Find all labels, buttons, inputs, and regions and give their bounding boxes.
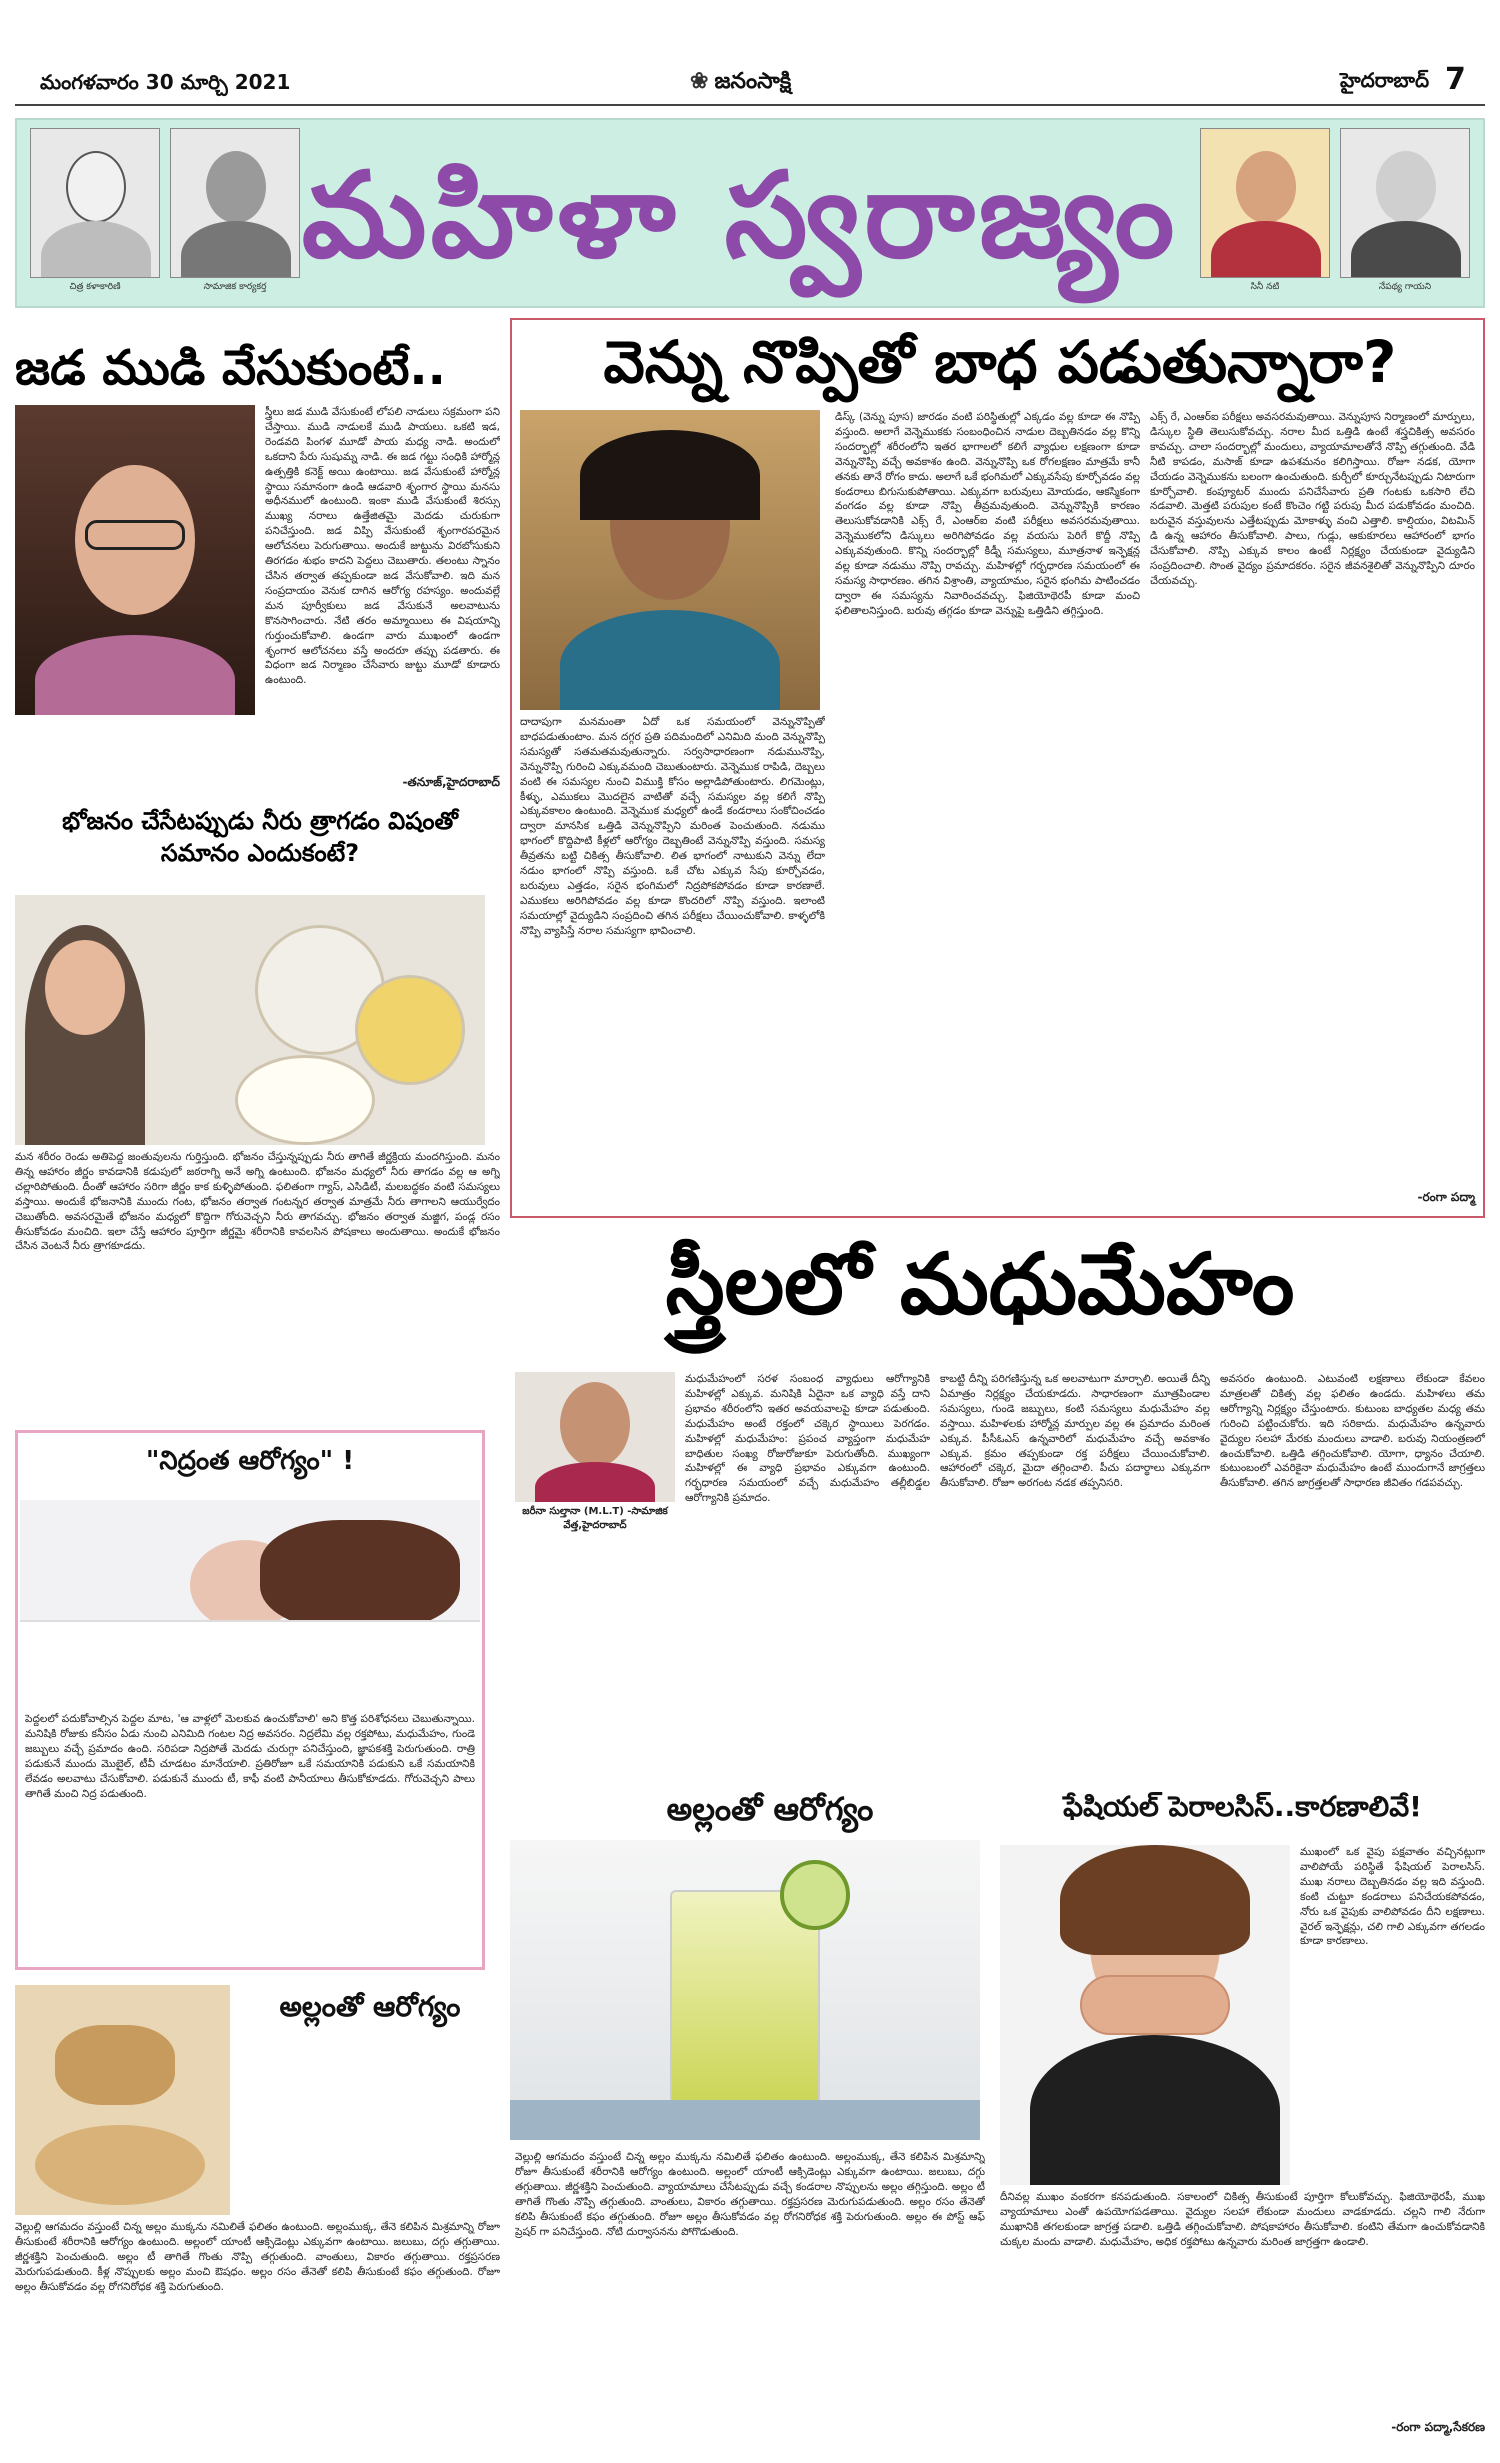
facial-article-body: దీనివల్ల ముఖం వంకరగా కనపడుతుంది. సకాలంలో చికిత్స తీసుకుంటే పూర్తిగా కోలుకోవచ్చు. ఫిజియోథెరపీ, ముఖ వ్యాయామాలు ఎంతో ఉపయోగపడతాయి. వైద్యుల సలహా లేకుండా మందులు వాడకూడదు. చల్లని గాలి నేరుగా ముఖానికి తగలకుండా జాగ్రత్త పడాలి. ఒత్తిడి తగ్గించుకోవాలి. పోషకాహారం తీసుకోవాలి. కంటిని తేమగా ఉంచుకోవడానికి చుక్కల మందు వాడాలి. మధుమేహం, అధిక రక్తపోటు ఉన్నవారు మరింత జాగ్రత్తగా ఉండాలి. <box>1000 2191 1485 2248</box>
hair-article-photo <box>15 405 255 715</box>
ginger-small-body <box>240 2035 500 2215</box>
page-number: 7 <box>1445 62 1466 97</box>
flower-icon: ❀ <box>690 68 709 94</box>
backpain-article-col1: దాదాపుగా మనమంతా ఏదో ఒక సమయంలో వెన్నునొప్పితో బాధపడుతుంటాం. మన దగ్గర ప్రతి పదిమందిలో ఎనిమిది మంది వెన్నునొప్పి సమస్యతో సతమతమవుతున్నారు. సర్వసాధారణంగా నడుమునొప్పి, వెన్నునొప్పి గురించి ఎక్కువమంది చెబుతుంటారు. వెన్నెముక రాపిడి, దెబ్బలు వంటి ఈ సమస్యల నుంచి విముక్తి కోసం అల్లాడిపోతుంటారు. లిగమెంట్లు, కీళ్ళు, ఎముకలు మొదలైన వాటితో వచ్చే సమస్యల వల్ల కలిగే నొప్పి ఎక్కువకాలం ఉంటుంది. వెన్నెముక మధ్యలో ఉండే కండరాలు సంకోచించడం ద్వారా మానసిక ఒత్తిడి వెన్నునొప్పిని మరింత పెంచుతుంది. నడుము భాగంలో కొద్దిపాటి కీళ్లలో ఆరోగ్యం దెబ్బతింటే వెన్నునొప్పి వస్తుంది. సమస్య తీవ్రతను బట్టి చికిత్స తీసుకోవాలి. లిత భాగంలో నాటుకుని వెన్ను లేదా నడుం భాగంలో నొప్పి వస్తుంది. ఒకే చోట ఎక్కువ సేపు కూర్చోవడం, బరువులు ఎత్తడం, సరైన భంగిమలో నిద్రపోకపోవడం కూడా కారణాలే. ఎముకలు అరిగిపోవడం వల్ల కూడా కొందరిలో నొప్పి వస్తుంది. ఇలాంటి సమయాల్లో వైద్యుడిని సంప్రదించి తగిన పరీక్షలు చేయించుకోవాలి. కాళ్ళలోకి నొప్పి వ్యాపిస్తే నరాల సమస్యగా భావించాలి. <box>520 716 825 937</box>
backpain-article-photo <box>520 410 820 710</box>
diabetes-article-col2: కాబట్టి దీన్ని పరిగణిస్తున్న ఒక అలవాటుగా మార్చాలి. అయితే దీన్ని ఏమాత్రం నిర్లక్ష్యం చేయకూడదు. సాధారణంగా మూత్రపిండాల సమస్యలు, గుండె జబ్బులు, కంటి సమస్యలు మధుమేహం వల్ల వస్తాయి. మహిళలకు హార్మోన్ల మార్పుల వల్ల ఈ ప్రమాదం మరింత ఎక్కువ. పీసీఓఎస్ ఉన్నవారిలో మధుమేహం వచ్చే అవకాశం ఎక్కువ. క్రమం తప్పకుండా రక్త పరీక్షలు చేయించుకోవాలి. ఆహారంలో చక్కెర, మైదా తగ్గించాలి. పీచు పదార్థాలు ఎక్కువగా తీసుకోవాలి. రోజూ అరగంట నడక తప్పనిసరి. <box>940 1373 1210 1490</box>
facial-article-signature: -రంగా పద్మా,సేకరణ <box>1391 2420 1485 2434</box>
facial-article-photo <box>1000 1845 1290 2185</box>
diabetes-author-photo <box>515 1372 675 1502</box>
city-name: హైదరాబాద్ <box>1340 68 1430 92</box>
hair-article-body-cont <box>15 716 500 768</box>
backpain-article-title: వెన్ను నొప్పితో బాధ పడుతున్నారా? <box>603 328 1397 396</box>
diabetes-article-col1b <box>515 1540 680 1780</box>
facial-article-title: ఫేషియల్ పెరాలసిస్..కారణాలివే! <box>1063 1790 1422 1823</box>
portrait-4 <box>1340 128 1470 278</box>
portrait-1 <box>30 128 160 278</box>
portrait-caption-1: చిత్ర కళాకారిణి <box>69 282 121 292</box>
backpain-article-col3: ఎక్స్ రే, ఎంఆర్ఐ పరీక్షలు అవసరమవుతాయి. వెన్నుపూస నిర్మాణంలో మార్పులు, డిస్కుల స్థితి తెలుసుకోవచ్చు. నరాల మీద ఒత్తిడి ఉంటే శస్త్రచికిత్స అవసరం కావచ్చు. చాలా సందర్భాల్లో మందులు, వ్యాయామాలతోనే నొప్పి తగ్గుతుంది. వేడి నీటి కాపడం, మసాజ్ కూడా ఉపశమనం కలిగిస్తాయి. రోజూ నడక, యోగా చేయడం వెన్నెముకను బలంగా ఉంచుతుంది. కుర్చీలో కూర్చునేటప్పుడు నిటారుగా కూర్చోవాలి. కంప్యూటర్ ముందు పనిచేసేవారు ప్రతి గంటకు ఒకసారి లేచి నడవాలి. మెత్తటి పరుపుల కంటే కొంచెం గట్టి పరుపు మీద పడుకోవడం మంచిది. బరువైన వస్తువులను ఎత్తేటప్పుడు మోకాళ్ళు వంచి ఎత్తాలి. కాల్షియం, విటమిన్ డి ఉన్న ఆహారం తీసుకోవాలి. పాలు, గుడ్లు, ఆకుకూరలు ఆహారంలో భాగం చేసుకోవాలి. నొప్పి ఎక్కువ కాలం ఉంటే నిర్లక్ష్యం చేయకుండా వైద్యుడిని సంప్రదించాలి. సొంత వైద్యం ప్రమాదకరం. సరైన జీవనశైలితో వెన్నునొప్పిని దూరం చేయవచ్చు. <box>1150 411 1475 587</box>
diabetes-author-caption: జరీనా సుల్తానా (M.L.T) -సామాజిక వేత్త,హైదరాబాద్ <box>522 1506 668 1531</box>
ginger-small-photo <box>15 1985 230 2215</box>
header-divider <box>15 104 1485 106</box>
issue-date: మంగళవారం 30 మార్చి 2021 <box>40 70 291 94</box>
newspaper-logo <box>690 68 791 99</box>
water-article-photo <box>15 895 485 1145</box>
diabetes-article-col3: అవసరం ఉంటుంది. ఎటువంటి లక్షణాలు లేకుండా కేవలం మాత్రలతో చికిత్స వల్ల ఫలితం ఉండదు. మహిళలు తమ ఆరోగ్యాన్ని నిర్లక్ష్యం చేస్తుంటారు. కుటుంబ బాధ్యతల మధ్య తమ గురించి పట్టించుకోరు. ఇది సరికాదు. మధుమేహం ఉన్నవారు వైద్యుల సలహా మేరకు మందులు వాడాలి. బరువు నియంత్రణలో ఉంచుకోవాలి. ఒత్తిడి తగ్గించుకోవాలి. యోగా, ధ్యానం చేయాలి. కుటుంబంలో ఎవరికైనా మధుమేహం ఉంటే ముందుగానే జాగ్రత్తలు తీసుకోవాలి. తగిన జాగ్రత్తలతో సాధారణ జీవితం గడపవచ్చు. <box>1220 1373 1485 1490</box>
portrait-caption-3: సినీ నటి <box>1250 282 1280 292</box>
ginger-main-body: వెల్లుల్లి ఆగమదం వస్తుంటే చిన్న అల్లం ముక్కను నమిలితే ఫలితం ఉంటుంది. అల్లంముక్క, తేనె కలిపిన మిశ్రమాన్ని రోజూ తీసుకుంటే శరీరానికి ఆరోగ్యం ఉంటుంది. అల్లంలో యాంటీ ఆక్సిడెంట్లు ఎక్కువగా ఉంటాయి. జలుబు, దగ్గు తగ్గుతాయి. జీర్ణశక్తిని పెంచుతుంది. వ్యాయామాలు చేసేటప్పుడు వచ్చే కండరాల నొప్పులను అల్లం తగ్గిస్తుంది. అల్లం టీ తాగితే గొంతు నొప్పి తగ్గుతుంది. వాంతులు, వికారం తగ్గుతాయి. రక్తప్రసరణ మెరుగుపడుతుంది. అల్లం రసం తేనెతో కలిపి తీసుకుంటే కఫం తగ్గుతుంది. రోజూ అల్లం తీసుకోవడం వల్ల రోగనిరోధక శక్తి పెరుగుతుంది. అల్లం ఈ పోస్ట్ ఆఫ్ ప్రెషర్ గా పనిచేస్తుంది. నోటి దుర్వాసనను పోగొడుతుంది. <box>515 2151 985 2238</box>
hair-article-signature: -తనూజ్,హైదరాబాద్ <box>402 775 500 789</box>
water-article-title: భోజనం చేసేటప్పుడు నీరు త్రాగడం విషంతో సమానం ఎందుకంటే? <box>62 807 458 868</box>
facial-article-side: ముఖంలో ఒక వైపు పక్షవాతం వచ్చినట్లుగా వాలిపోయే పరిస్థితే ఫేషియల్ పెరాలసిస్. ముఖ నరాలు దెబ్బతినడం వల్ల ఇది వస్తుంది. కంటి చుట్టూ కండరాలు పనిచేయకపోవడం, నోరు ఒక వైపుకు వాలిపోవడం దీని లక్షణాలు. వైరల్ ఇన్ఫెక్షన్లు, చలి గాలి ఎక్కువగా తగలడం కూడా కారణాలు. <box>1300 1846 1485 1948</box>
water-article-body: మన శరీరం రెండు అతిపెద్ద జంతువులను గుర్తిస్తుంది. భోజనం చేస్తున్నప్పుడు నీరు తాగితే జీర్ణక్రియ మందగిస్తుంది. మనం తిన్న ఆహారం జీర్ణం కావడానికి కడుపులో జఠరాగ్ని అనే అగ్ని ఉంటుంది. భోజనం మధ్యలో నీరు తాగడం వల్ల ఆ అగ్ని చల్లారిపోతుంది. దీంతో ఆహారం సరిగా జీర్ణం కాక కుళ్ళిపోతుంది. ఫలితంగా గ్యాస్, ఎసిడిటీ, మలబద్ధకం వంటి సమస్యలు వస్తాయి. అందుకే భోజనానికి ముందు గంట, భోజనం తర్వాత గంటన్నర తర్వాత మాత్రమే నీరు తాగాలని ఆయుర్వేదం చెబుతోంది. అవసరమైతే భోజనం మధ్యలో కొద్దిగా గోరువెచ్చని నీరు తాగవచ్చు. భోజనం తర్వాత మజ్జిగ, పండ్ల రసం తీసుకోవడం మంచిది. ఇలా చేస్తే ఆహారం పూర్తిగా జీర్ణమై శరీరానికి కావలసిన పోషకాలు అందుతాయి. అందుకే భోజనం చేసిన వెంటనే నీరు త్రాగకూడదు. <box>15 1151 500 1253</box>
backpain-article-signature: -రంగా పద్మా <box>1417 1190 1475 1204</box>
hair-article-title: జడ ముడి వేసుకుంటే.. <box>15 340 446 396</box>
logo-text: జనంసాక్షి <box>714 68 792 94</box>
sleep-article-body: పెద్దలలో పదుకోవాల్సిన పెద్దల మాట, 'ఆ వాళ్లలో మెలకువ ఉంచుకోవాలి' అని కొత్త పరిశోధనలు చెబుతున్నాయి. మనిషికి రోజుకు కనీసం ఏడు నుంచి ఎనిమిది గంటల నిద్ర అవసరం. నిద్రలేమి వల్ల రక్తపోటు, మధుమేహం, గుండె జబ్బులు వచ్చే ప్రమాదం ఉంది. సరిపడా నిద్రపోతే మెదడు చురుగ్గా పనిచేస్తుంది, జ్ఞాపకశక్తి పెరుగుతుంది. రాత్రి పడుకునే ముందు మొబైల్, టీవీ చూడటం మానేయాలి. ప్రతిరోజూ ఒకే సమయానికి పడుకుని ఒకే సమయానికి లేవడం అలవాటు చేసుకోవాలి. పడుకునే ముందు టీ, కాఫీ వంటి పానీయాలు తీసుకోకూడదు. గోరువెచ్చని పాలు తాగితే మంచి నిద్ర పడుతుంది. <box>25 1713 475 1800</box>
backpain-article-col2: డిస్క్ (వెన్ను పూస) జారడం వంటి పరిస్థితుల్లో ఎక్కడం వల్ల కూడా ఈ నొప్పి వస్తుంది. అలాగే వెన్నెముకకు సంబంధించిన నాడుల దెబ్బతినడం వల్ల కొన్ని సందర్భాల్లో శరీరంలోని ఇతర భాగాలలో కలిగే వ్యాధుల లక్షణంగా కూడా వెన్నునొప్పి వచ్చే అవకాశం ఉంది. వెన్నునొప్పి ఒక రోగలక్షణం మాత్రమే కానీ తనకు తానే రోగం కాదు. అలాగే ఒకే భంగిమలో ఎక్కువసేపు కూర్చోవడం వల్ల కండరాలు బిగుసుకుపోతాయి. ఎక్కువగా బరువులు మోయడం, ఆకస్మికంగా వంగడం వల్ల కూడా నొప్పి తీవ్రమవుతుంది. వెన్నునొప్పికి కారణం తెలుసుకోవడానికి ఎక్స్ రే, ఎంఆర్ఐ వంటి పరీక్షలు అవసరమవుతాయి. వెన్నెముకలోని డిస్కులు అరిగిపోవడం వల్ల వయసు పెరిగే కొద్దీ నొప్పి ఎక్కువవుతుంది. కొన్ని సందర్భాల్లో కిడ్నీ సమస్యలు, మూత్రనాళ ఇన్ఫెక్షన్ల వల్ల కూడా నడుము నొప్పి రావచ్చు. మహిళల్లో గర్భధారణ సమయంలో ఈ సమస్య సాధారణం. తగిన విశ్రాంతి, వ్యాయామం, సరైన భంగిమ పాటించడం ద్వారా ఈ సమస్యను నివారించవచ్చు. ఫిజియోథెరపీ కూడా మంచి ఫలితాలనిస్తుంది. బరువు తగ్గడం కూడా వెన్నుపై ఒత్తిడిని తగ్గిస్తుంది. <box>835 411 1140 617</box>
portrait-caption-2: సామాజిక కార్యకర్త <box>203 282 267 292</box>
ginger-main-title: అల్లంతో ఆరోగ్యం <box>666 1790 874 1828</box>
portrait-caption-4: నేపథ్య గాయని <box>1378 282 1432 292</box>
diabetes-article-title: స్త్రీలలో మధుమేహం <box>665 1235 1295 1333</box>
sleep-article-title: "నిద్రంత ఆరోగ్యం" ! <box>145 1446 355 1476</box>
hair-article-body: స్త్రీలు జడ ముడి వేసుకుంటే లోపలి నాడులు సక్రమంగా పని చేస్తాయి. ముడి నాడులకే ముడి పాయలు. ఒకటి ఇడ, రెండవది పింగళ మూడో పాయ మధ్య నాడి. అందులో ఒకదాని పేరు సుషుమ్న నాడి. ఈ జడ గట్టు సంధికి హార్మోన్ల ఉత్పత్తికి కనెక్ట్ అయి ఉంటాయి. జడ వేసుకుంటే హార్మోన్ల స్థాయి సమానంగా ఉండి ఆడవారి శృంగార స్థాయి మనసు అధీనములో ఉంటుంది. ఇంకా ముడి వేసుకుంటే శిరస్సు ముఖ్య నరాలు ఉత్తేజితమై మెదడు చురుకుగా పనిచేస్తుంది. జడ విప్పి వేసుకుంటే శృంగారపరమైన ఆలోచనలు పెరుగుతాయి. అందుకే జుట్టును విరబోసుకుని తిరగడం శుభం కాదని పెద్దలు చెబుతారు. తలంటు స్నానం చేసిన తర్వాత తప్పకుండా జడ వేసుకోవాలి. ఇది మన సంప్రదాయం వెనుక దాగిన ఆరోగ్య రహస్యం. అందువల్లే మన పూర్వీకులు జడ వేసుకునే అలవాటును కొనసాగించారు. నేటి తరం అమ్మాయిలు ఈ విషయాన్ని గుర్తుంచుకోవాలి. ఉండగా వారు ముఖంలో ఉండగా శృంగార ఆలోచనలు వస్తే అందరూ తప్పు పడతారు. ఈ విధంగా జడ నిర్మాణం చేసేవారు జుట్టు మూడో కూడారు ఉంటుంది. <box>265 406 500 687</box>
ginger-main-photo <box>510 1840 980 2140</box>
sleep-article-photo <box>20 1500 480 1705</box>
diabetes-article-col1: మధుమేహంలో సరళ సంబంధ వ్యాధులు ఆరోగ్యానికి మహిళల్లో ఎక్కువ. మనిషికి ఏదైనా ఒక వ్యాధి వస్తే దాని ప్రభావం శరీరంలోని ఇతర అవయవాలపై కూడా పడుతుంది. మధుమేహం అంటే రక్తంలో చక్కెర స్థాయిలు పెరగడం. మహిళల్లో మధుమేహం: ప్రపంచ వ్యాప్తంగా మధుమేహ బాధితుల సంఖ్య రోజురోజుకూ పెరుగుతోంది. ముఖ్యంగా మహిళల్లో ఈ వ్యాధి ప్రభావం ఎక్కువగా ఉంటుంది. గర్భధారణ సమయంలో వచ్చే మధుమేహం తల్లీబిడ్డల ఆరోగ్యానికి ప్రమాదం. <box>685 1373 930 1505</box>
ginger-small-title: అల్లంతో ఆరోగ్యం <box>279 1990 461 2023</box>
ginger-small-body-text: వెల్లుల్లి ఆగమదం వస్తుంటే చిన్న అల్లం ముక్కను నమిలితే ఫలితం ఉంటుంది. అల్లంముక్క, తేనె కలిపిన మిశ్రమాన్ని రోజూ తీసుకుంటే శరీరానికి ఆరోగ్యం ఉంటుంది. అల్లంలో యాంటీ ఆక్సిడెంట్లు ఎక్కువగా ఉంటాయి. జలుబు, దగ్గు తగ్గుతాయి. జీర్ణశక్తిని పెంచుతుంది. అల్లం టీ తాగితే గొంతు నొప్పి తగ్గుతుంది. వాంతులు, వికారం తగ్గుతాయి. రక్తప్రసరణ మెరుగుపడుతుంది. కీళ్ల నొప్పులకు అల్లం మంచి ఔషధం. అల్లం రసం తేనెతో కలిపి తీసుకుంటే కఫం తగ్గుతుంది. రోజూ అల్లం తీసుకోవడం వల్ల రోగనిరోధక శక్తి పెరుగుతుంది. <box>15 2221 500 2293</box>
banner-title: మహిళా స్వరాజ్యం <box>301 145 1179 284</box>
